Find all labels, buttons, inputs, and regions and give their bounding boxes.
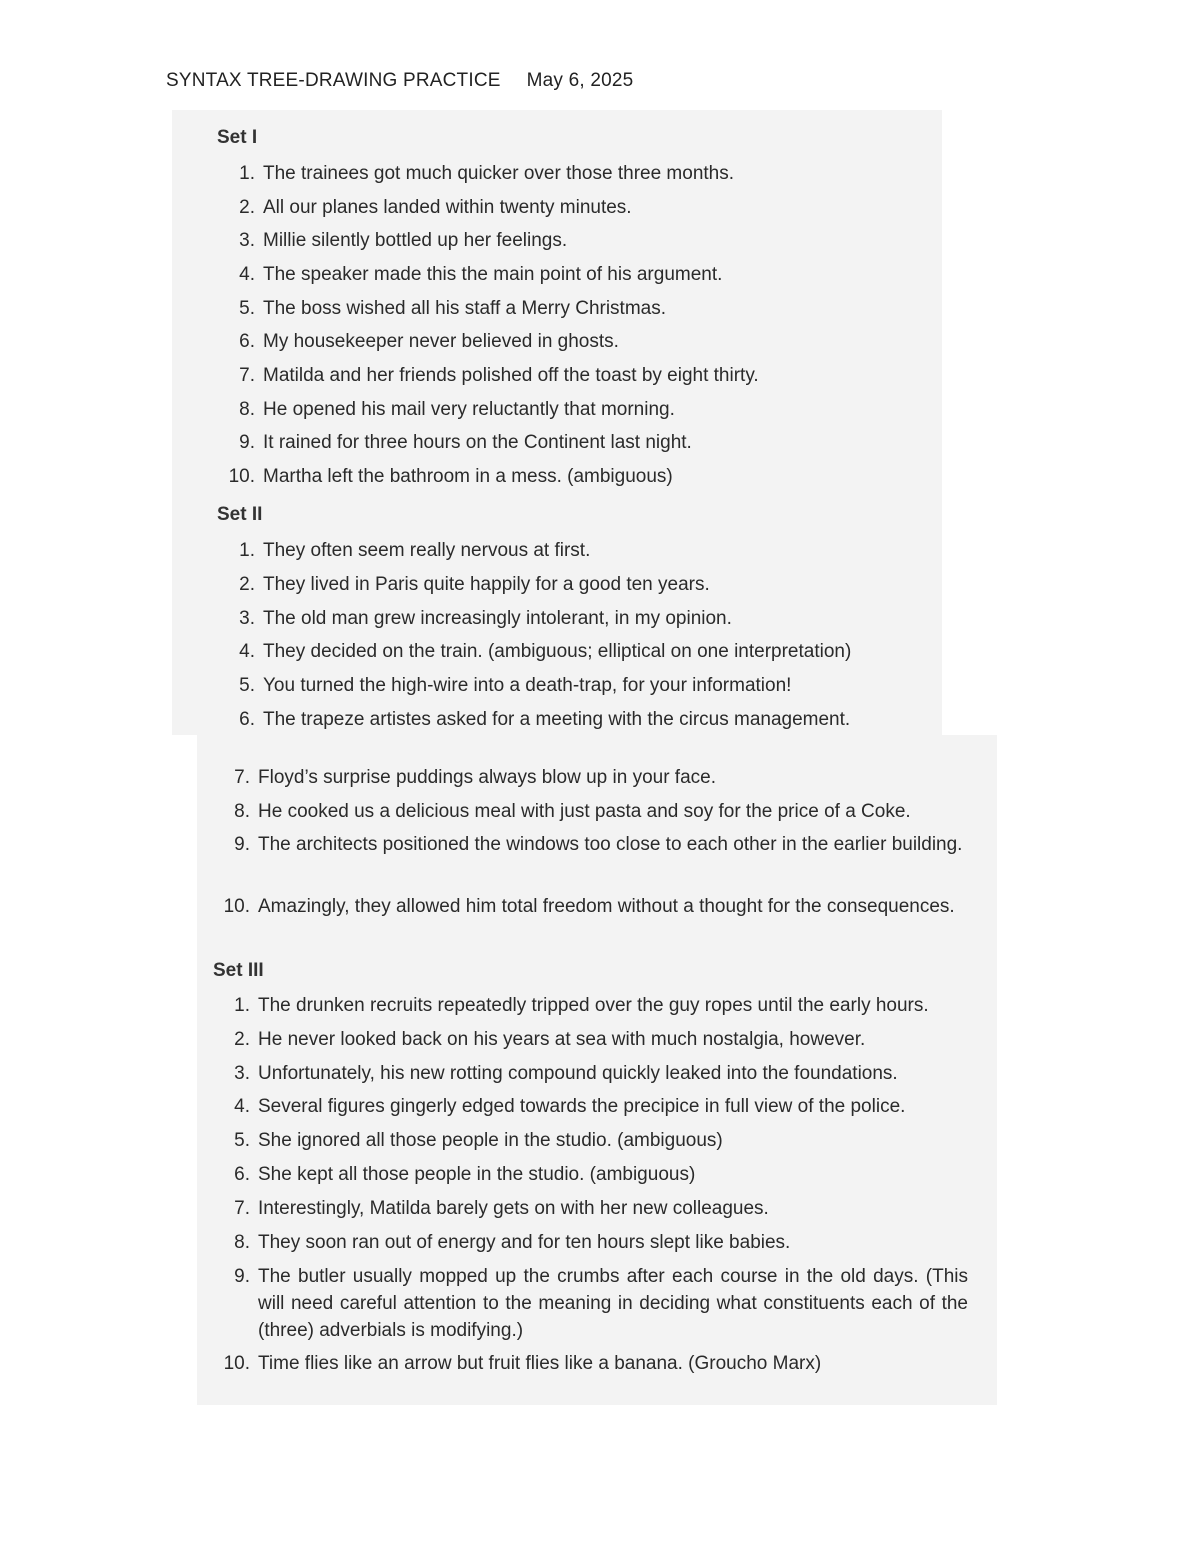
item-text: Martha left the bathroom in a mess. (ambiguous) <box>263 466 673 487</box>
item-text: She ignored all those people in the studio. (ambiguous) <box>258 1130 723 1151</box>
item-number: 2. <box>239 197 255 218</box>
item-number: 3. <box>234 1063 250 1084</box>
item-text: Several figures gingerly edged towards the precipice in full view of the police. <box>258 1096 906 1117</box>
item-text: They soon ran out of energy and for ten hours slept like babies. <box>258 1232 791 1253</box>
item-number: 1. <box>239 163 255 184</box>
item-text: It rained for three hours on the Continent last night. <box>263 432 692 453</box>
item-number: 10. <box>223 1353 250 1374</box>
page-header <box>166 70 633 92</box>
item-number: 2. <box>234 1029 250 1050</box>
item-number: 4. <box>239 264 255 285</box>
set-3-heading: Set III <box>213 960 264 981</box>
item-text: The old man grew increasingly intolerant, in my opinion. <box>263 608 732 629</box>
item-number: 8. <box>234 1232 250 1253</box>
item-number: 9. <box>234 1266 250 1287</box>
item-number: 5. <box>239 675 255 696</box>
item-number: 6. <box>234 1164 250 1185</box>
item-number: 3. <box>239 608 255 629</box>
item-text: The architects positioned the windows too close to each other in the earlier building. <box>258 834 963 855</box>
scanned-block-lower <box>197 735 997 1405</box>
item-number: 5. <box>239 298 255 319</box>
item-text: Matilda and her friends polished off the toast by eight thirty. <box>263 365 759 386</box>
scanned-block-upper <box>172 110 942 735</box>
item-text: All our planes landed within twenty minutes. <box>263 197 632 218</box>
document-title: SYNTAX TREE-DRAWING PRACTICE <box>166 70 501 91</box>
item-text: The speaker made this the main point of his argument. <box>263 264 723 285</box>
item-text: Unfortunately, his new rotting compound quickly leaked into the foundations. <box>258 1063 898 1084</box>
item-text: They lived in Paris quite happily for a good ten years. <box>263 574 710 595</box>
item-text: The trapeze artistes asked for a meeting with the circus management. <box>263 709 851 730</box>
item-number: 10. <box>223 896 250 917</box>
set-1-heading: Set I <box>217 127 258 148</box>
item-number: 7. <box>239 365 255 386</box>
item-number: 7. <box>234 767 250 788</box>
item-number: 9. <box>234 834 250 855</box>
item-text: The boss wished all his staff a Merry Christmas. <box>263 298 667 319</box>
item-number: 4. <box>234 1096 250 1117</box>
item-number: 9. <box>239 432 255 453</box>
item-number: 6. <box>239 709 255 730</box>
item-number: 8. <box>239 399 255 420</box>
item-text: The trainees got much quicker over those three months. <box>263 163 735 184</box>
item-number: 8. <box>234 801 250 822</box>
item-text: Millie silently bottled up her feelings. <box>263 230 568 251</box>
item-number: 2. <box>239 574 255 595</box>
item-number: 7. <box>234 1198 250 1219</box>
set-2-heading: Set II <box>217 504 263 525</box>
item-number: 4. <box>239 641 255 662</box>
item-text: The drunken recruits repeatedly tripped over the guy ropes until the early hours. <box>258 995 929 1016</box>
item-text: The butler usually mopped up the crumbs after each course in the old days. (This will need careful attention to the meaning in deciding what constituents each of the (three) adverbials is modifying.) <box>258 1266 968 1341</box>
item-text: They decided on the train. (ambiguous; elliptical on one interpretation) <box>263 641 852 662</box>
item-text: She kept all those people in the studio. (ambiguous) <box>258 1164 696 1185</box>
item-text: Floyd’s surprise puddings always blow up in your face. <box>258 767 716 788</box>
item-text: You turned the high-wire into a death-trap, for your information! <box>263 675 792 696</box>
item-text: He never looked back on his years at sea with much nostalgia, however. <box>258 1029 866 1050</box>
item-number: 1. <box>234 995 250 1016</box>
item-number: 1. <box>239 540 255 561</box>
item-number: 6. <box>239 331 255 352</box>
item-text: He cooked us a delicious meal with just pasta and soy for the price of a Coke. <box>258 801 911 822</box>
item-text: Interestingly, Matilda barely gets on with her new colleagues. <box>258 1198 769 1219</box>
item-number: 5. <box>234 1130 250 1151</box>
item-number: 3. <box>239 230 255 251</box>
document-date: May 6, 2025 <box>526 70 634 91</box>
item-text: He opened his mail very reluctantly that morning. <box>263 399 675 420</box>
item-text: They often seem really nervous at first. <box>263 540 591 561</box>
item-text: My housekeeper never believed in ghosts. <box>263 331 619 352</box>
item-text: Amazingly, they allowed him total freedom without a thought for the consequences. <box>258 896 955 917</box>
item-text: Time flies like an arrow but fruit flies like a banana. (Groucho Marx) <box>258 1353 822 1374</box>
item-number: 10. <box>228 466 255 487</box>
